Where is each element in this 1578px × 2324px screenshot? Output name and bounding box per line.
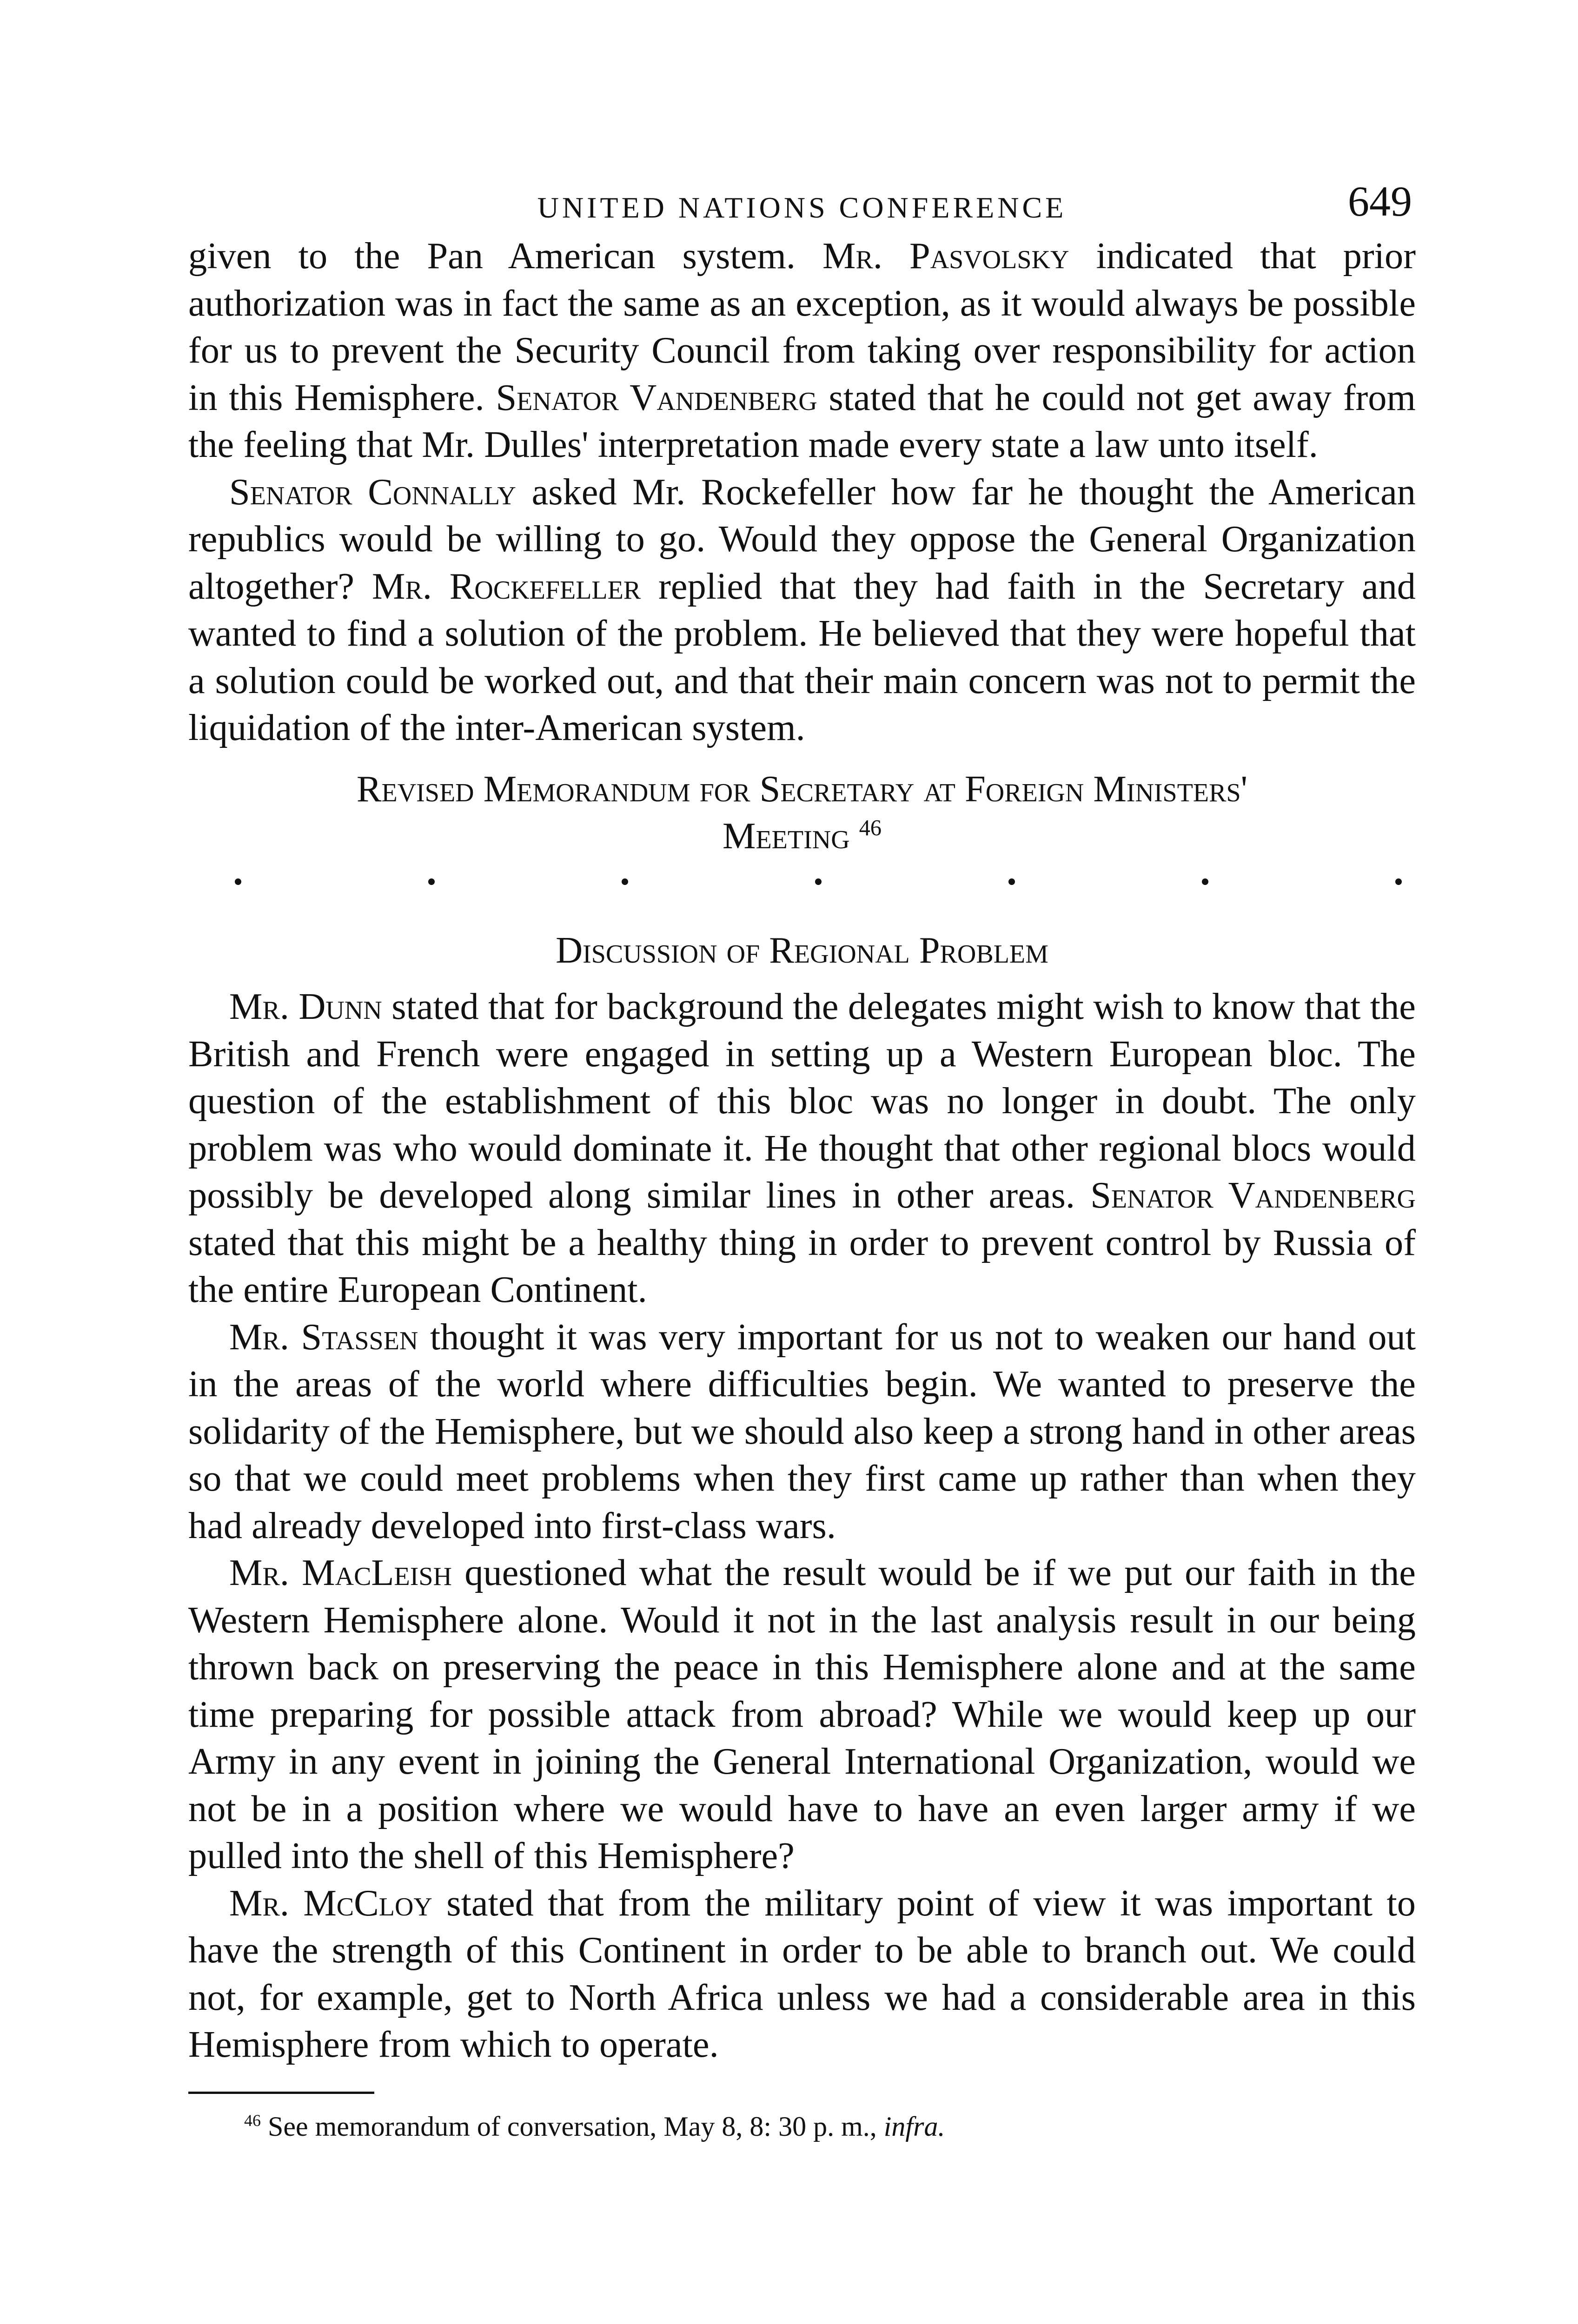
- paragraph-stassen: [188, 1314, 1416, 1550]
- ellipsis-dot: [1008, 878, 1015, 885]
- section-heading-memorandum: [188, 766, 1416, 860]
- text: thought it was very important for us not to weaken our hand out in the areas of the world where difficulties begin. We wanted to preserve the solidarity of the Hemisphere, but we should also keep a strong hand in other areas so that we could meet problems when they first came up rather than when they had already developed into first-class wars.: [188, 1316, 1416, 1546]
- speaker-name: Mr. Rockefeller: [371, 565, 641, 607]
- paragraph-macleish: [188, 1549, 1416, 1880]
- ellipsis-row: [188, 860, 1416, 927]
- text: given to the Pan American system.: [188, 235, 796, 277]
- footnote-italic: infra.: [883, 2111, 945, 2142]
- text: replied that they had faith in the Secretary and wanted to find a solution of the problem. He believed that they were hopeful that a solution could be worked out, and that their main concern was not to permit the liquidation of the inter-American system.: [188, 565, 1416, 748]
- speaker-name: Mr. Pasvolsky: [822, 235, 1069, 277]
- ellipsis-dot: [622, 878, 628, 885]
- footnote-reference[interactable]: 46: [859, 816, 882, 841]
- paragraph-pasvolsky: [188, 232, 1416, 469]
- ellipsis-dot: [235, 878, 241, 885]
- heading-line: Meeting: [723, 815, 850, 857]
- document-page: [188, 177, 1416, 2145]
- paragraph-dunn: [188, 983, 1416, 1314]
- speaker-name: Senator Vandenberg: [1090, 1175, 1416, 1216]
- page-number: 649: [1348, 178, 1412, 225]
- footnote-text: See memorandum of conversation, May 8, 8: 30 p. m.,: [268, 2111, 877, 2142]
- footnote-marker: 46: [244, 2111, 261, 2130]
- text: stated that for background the delegates might wish to know that the British and French were engaged in setting up a Western European bloc. The question of the establishment of this bloc was no longer in doubt. The only problem was who would dominate it. He thought that other regional blocs would possibly be developed along similar lines in other areas.: [188, 986, 1416, 1216]
- footnote-rule: [188, 2092, 374, 2094]
- ellipsis-dot: [1395, 878, 1402, 885]
- ellipsis-dot: [428, 878, 435, 885]
- text: indicated that prior authorization was in fact the same as an exception, as it would always be possible for us to prevent the Security Council from taking over responsibility for action in this Hemisphere.: [188, 235, 1416, 418]
- paragraph-mccloy: [188, 1880, 1416, 2068]
- heading-line: Revised Memorandum for Secretary at Foreign Ministers': [356, 768, 1248, 810]
- text: questioned what the result would be if we put our faith in the Western Hemisphere alone. Would it not in the last analysis result in our being thrown back on preserving the peace in this Hemisphere alone and at the same time preparing for possible attack from abroad? While we would keep up our Army in any event in joining the General International Organization, would we not be in a position where we would have to have an even larger army if we pulled into the shell of this Hemisphere?: [188, 1552, 1416, 1876]
- speaker-name: Senator Vandenberg: [496, 376, 817, 418]
- running-title: UNITED NATIONS CONFERENCE: [537, 191, 1067, 224]
- footnote: [244, 2108, 1416, 2145]
- speaker-name: Mr. Stassen: [229, 1316, 418, 1358]
- speaker-name: Mr. MacLeish: [229, 1552, 452, 1593]
- ellipsis-dot: [815, 878, 822, 885]
- paragraph-connally: [188, 469, 1416, 752]
- section-heading-regional: Discussion of Regional Problem: [556, 929, 1048, 971]
- speaker-name: Senator Connally: [229, 471, 516, 513]
- speaker-name: Mr. McCloy: [229, 1882, 432, 1924]
- text: stated that this might be a healthy thing in order to prevent control by Russia of the entire European Continent.: [188, 1221, 1416, 1310]
- text: stated that he could not get away from the feeling that Mr. Dulles' interpretation made every state a law unto itself.: [188, 376, 1416, 465]
- text: asked Mr. Rockefeller how far he thought the American republics would be willing to go. Would they oppose the General Organization altogether?: [188, 471, 1416, 607]
- text: stated that from the military point of view it was important to have the strength of this Continent in order to be able to branch out. We could not, for example, get to North Africa unless we had a considerable area in this Hemisphere from which to operate.: [188, 1882, 1416, 2065]
- speaker-name: Mr. Dunn: [229, 986, 382, 1027]
- ellipsis-dot: [1202, 878, 1208, 885]
- running-header: [188, 177, 1416, 232]
